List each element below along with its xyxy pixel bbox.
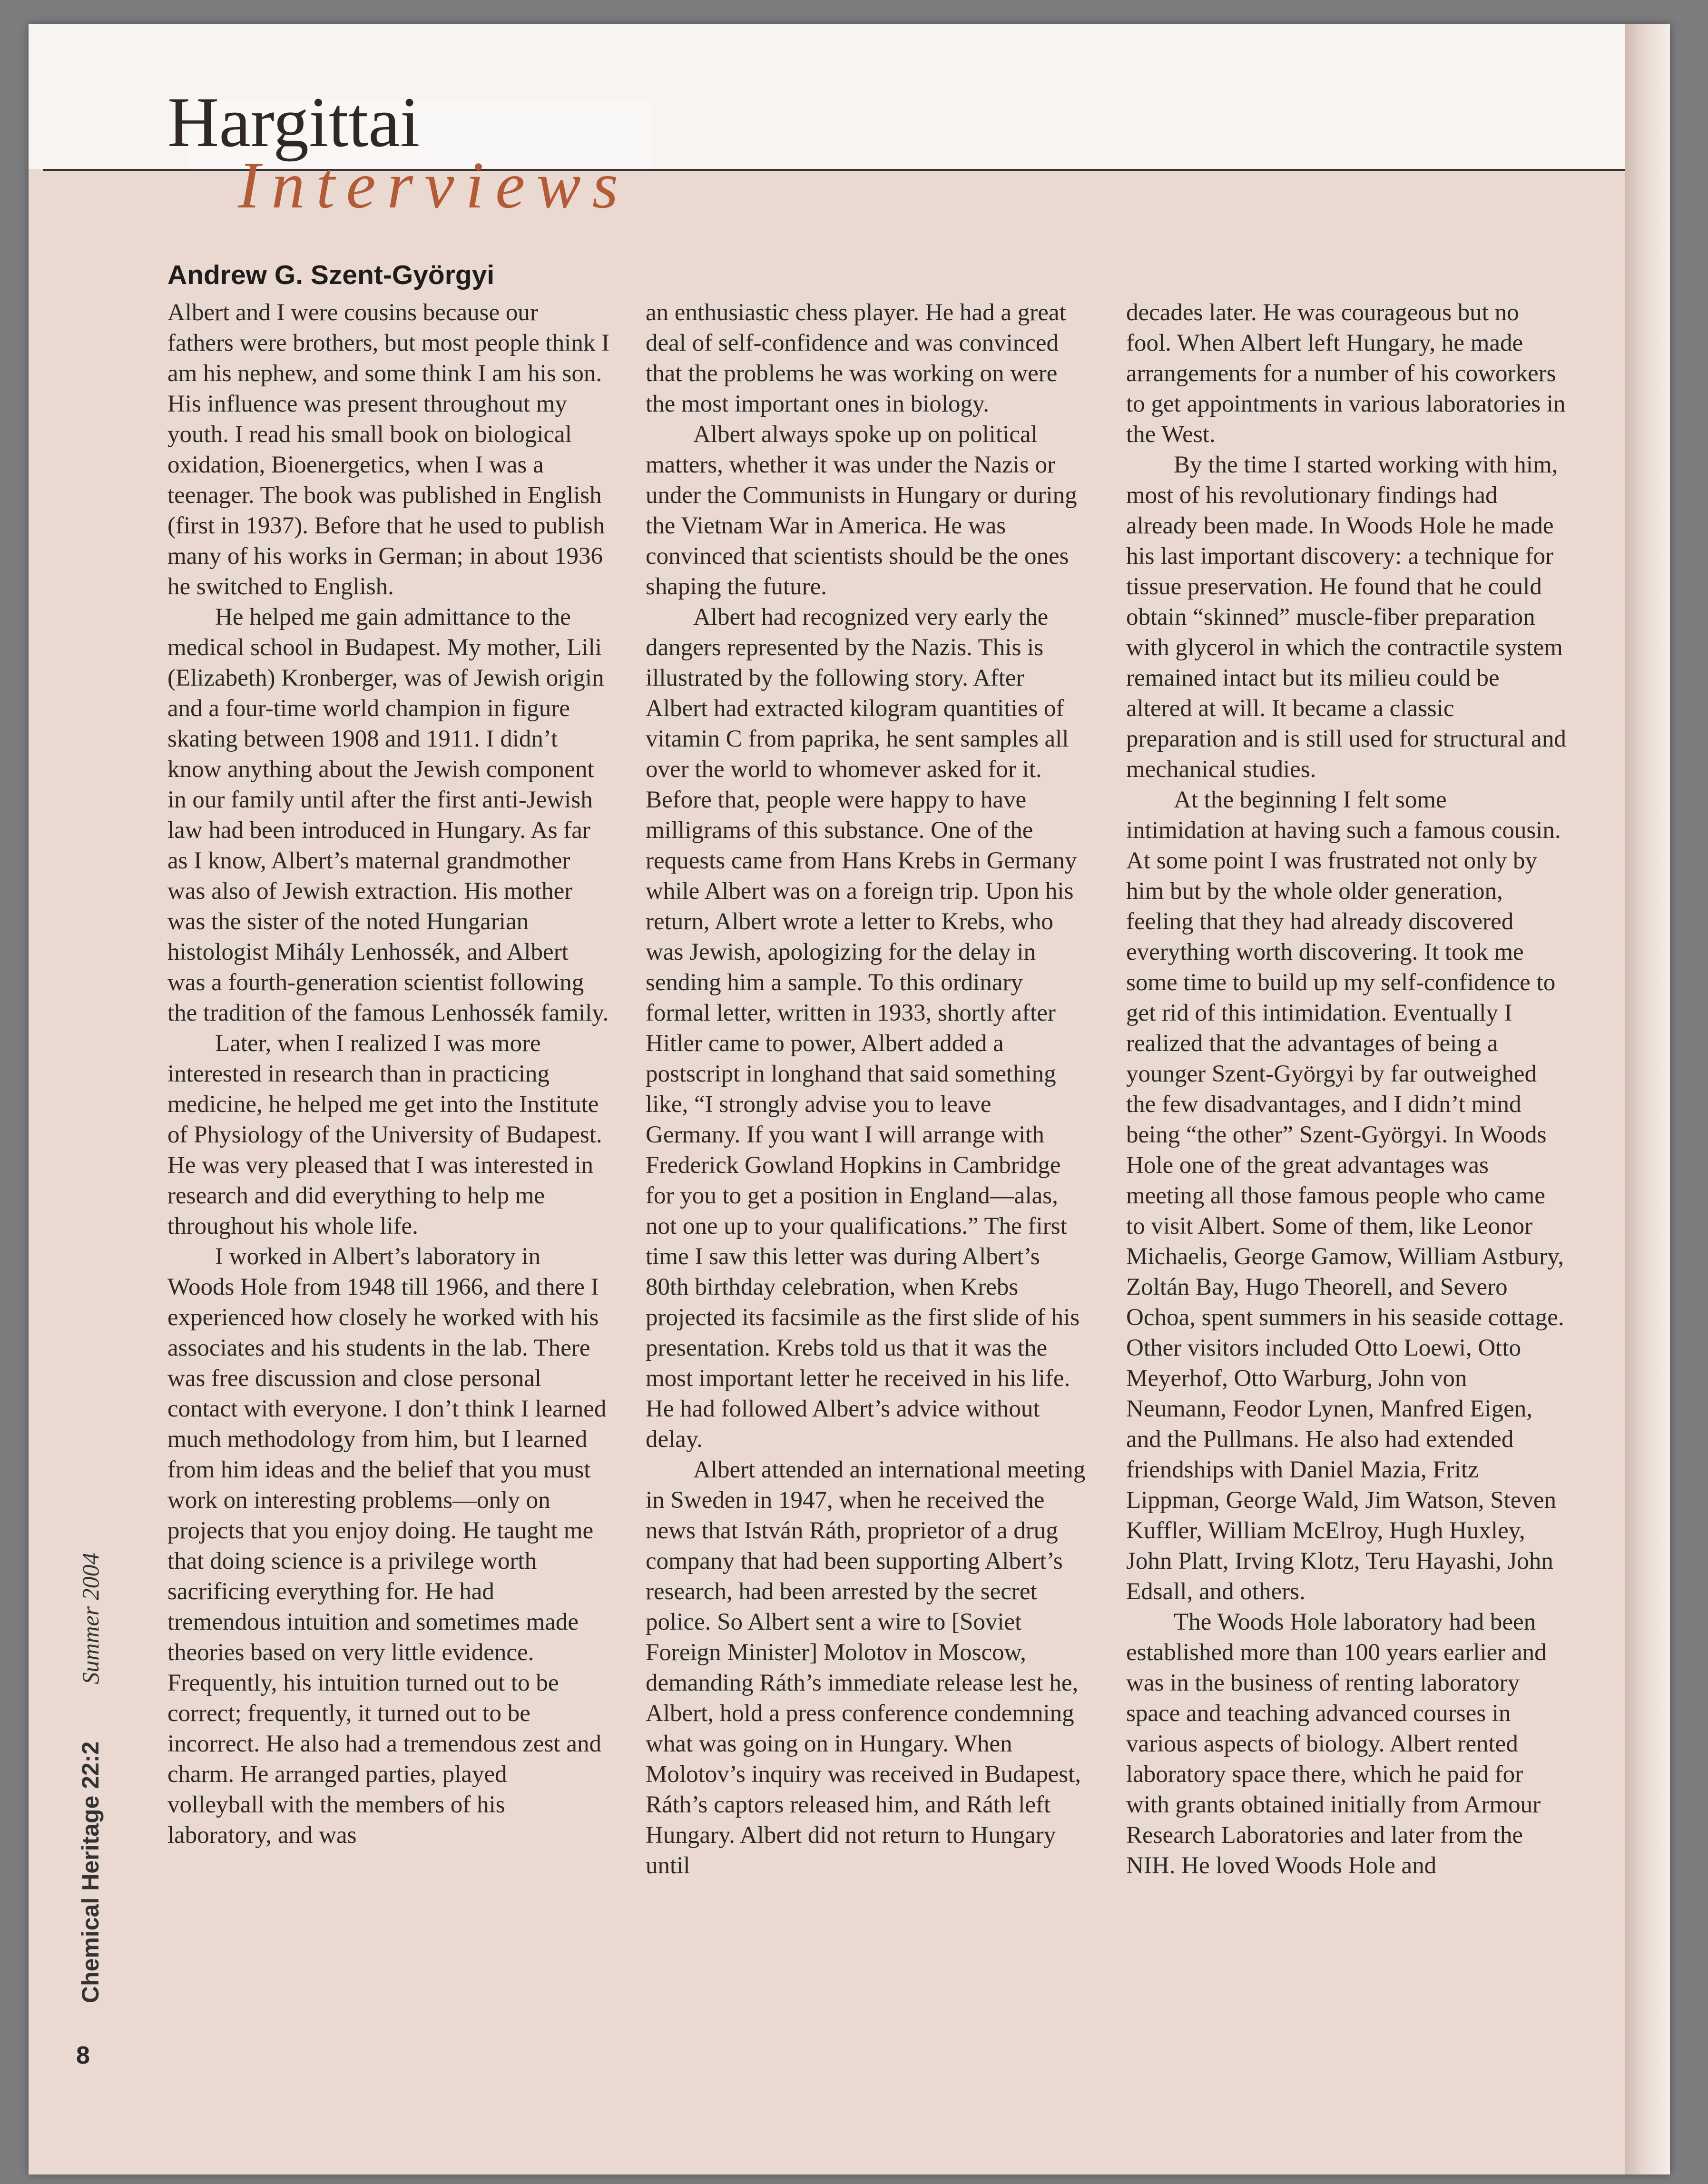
paragraph: Albert and I were cousins because our fathers were brothers, but most people think I am his nephew, and some think I am his son. His influence was present throughout my youth. I read his small book on biological oxidation, Bioenergetics, when I was a teenager. The book was published in English (first in 1937). Before that he used to publish many of his works in German; in about 1936 he switched to English.	[167, 299, 610, 600]
page-number: 8	[76, 2042, 90, 2069]
interviewee-name: Andrew G. Szent-Györgyi	[167, 260, 495, 290]
issue-season: Summer 2004	[77, 1553, 104, 1684]
paragraph: Albert had recognized very early the dangers represented by the Nazis. This is illustrated by the following story. After Albert had extracted kilogram quantities of vitamin C from paprika, he sent samples all over the world to whomever asked for it. Before that, people were happy to have milligrams of this substance. One of the requests came from Hans Krebs in Germany while Albert was on a foreign trip. Upon his return, Albert wrote a letter to Krebs, who was Jewish, apologizing for the delay in sending him a sample. To this ordinary formal letter, written in 1933, shortly after Hitler came to power, Albert added a postscript in longhand that said something like, “I strongly advise you to leave Germany. If you want I will arrange with Frederick Gowland Hopkins in Cambridge for you to get a position in England—alas, not one up to your qualifications.” The first time I saw this letter was during Albert’s 80th birthday celebration, when Krebs projected its facsimile as the first slide of his presentation. Krebs told us that it was the most important letter he received in his life. He had followed Albert’s advice without delay.	[646, 604, 1080, 1453]
paragraph: The Woods Hole laboratory had been established more than 100 years earlier and was in the business of renting laboratory space and teaching advanced courses in various aspects of biology. Albert rented laboratory space there, which he paid for with grants obtained initially from Armour Research Laboratories and later from the NIH. He loved Woods Hole and	[1126, 1609, 1547, 1879]
text-column-2	[646, 297, 1088, 1881]
paragraph: I worked in Albert’s laboratory in Woods Hole from 1948 till 1966, and there I experienced how closely he worked with his associates and his students in the lab. There was free discussion and close personal contact with everyone. I don’t think I learned much methodology from him, but I learned from him ideas and the belief that you must work on interesting problems—only on projects that you enjoy doing. He taught me that doing science is a privilege worth sacrificing everything for. He had tremendous intuition and sometimes made theories based on very little evidence. Frequently, his intuition turned out to be correct; frequently, it turned out to be incorrect. He also had a tremendous zest and charm. He arranged parties, played volleyball with the members of his laboratory, and was	[167, 1243, 607, 1849]
paragraph: He helped me gain admittance to the medical school in Budapest. My mother, Lili (Elizabeth) Kronberger, was of Jewish origin and a four-time world champion in figure skating between 1908 and 1911. I didn’t know anything about the Jewish component in our family until after the first anti-Jewish law had been introduced in Hungary. As far as I know, Albert’s maternal grandmother was also of Jewish extraction. His mother was the sister of the noted Hungarian histologist Mihály Lenhossék, and Albert was a fourth-generation scientist following the tradition of the famous Lenhossék family.	[167, 604, 609, 1026]
paragraph: Albert always spoke up on political matters, whether it was under the Nazis or under the Communists in Hungary or during the Vietnam War in America. He was convinced that scientists should be the ones shaping the future.	[646, 421, 1077, 600]
masthead-hargittai: Hargittai	[167, 83, 420, 162]
text-column-3	[1126, 297, 1569, 1881]
journal-issue: Chemical Heritage 22:2	[77, 1741, 104, 2003]
paragraph: Later, when I realized I was more interested in research than in practicing medicine, he helped me get into the Institute of Physiology of the University of Budapest. He was very pleased that I was interested in research and did everything to help me throughout his whole life.	[167, 1030, 602, 1240]
running-footer	[79, 1553, 102, 2003]
binding-edge	[1625, 24, 1670, 2174]
paragraph: Albert attended an international meeting in Sweden in 1947, when he received the news that István Ráth, proprietor of a drug company that had been supporting Albert’s research, had been arrested by the secret police. So Albert sent a wire to [Soviet Foreign Minister] Molotov in Moscow, demanding Ráth’s immediate release lest he, Albert, hold a press conference condemning what was going on in Hungary. When Molotov’s inquiry was received in Budapest, Ráth’s captors released him, and Ráth left Hungary. Albert did not return to Hungary until	[646, 1456, 1086, 1879]
masthead-interviews: Interviews	[238, 148, 630, 222]
text-column-1	[167, 297, 610, 1850]
paragraph: decades later. He was courageous but no fool. When Albert left Hungary, he made arrangements for a number of his coworkers to get appointments in various laboratories in the West.	[1126, 299, 1566, 448]
paragraph: At the beginning I felt some intimidation at having such a famous cousin. At some point I was frustrated not only by him but by the whole older generation, feeling that they had already discovered everything worth discovering. It took me some time to build up my self-confidence to get rid of this intimidation. Eventually I realized that the advantages of being a younger Szent-Györgyi by far outweighed the few disadvantages, and I didn’t mind being “the other” Szent-Györgyi. In Woods Hole one of the great advantages was meeting all those famous people who came to visit Albert. Some of them, like Leonor Michaelis, George Gamow, William Astbury, Zoltán Bay, Hugo Theorell, and Severo Ochoa, spent summers in his seaside cottage. Other visitors included Otto Loewi, Otto Meyerhof, Otto Warburg, John von Neumann, Feodor Lynen, Manfred Eigen, and the Pullmans. He also had extended friendships with Daniel Mazia, Fritz Lippman, George Wald, Jim Watson, Steven Kuffler, William McElroy, Hugh Huxley, John Platt, Irving Klotz, Teru Hayashi, John Edsall, and others.	[1126, 787, 1564, 1605]
paragraph: an enthusiastic chess player. He had a great deal of self-confidence and was convinced that the problems he was working on were the most important ones in biology.	[646, 299, 1066, 417]
paragraph: By the time I started working with him, most of his revolutionary findings had already been made. In Woods Hole he made his last important discovery: a technique for tissue preservation. He found that he could obtain “skinned” muscle-fiber preparation with glycerol in which the contractile system remained intact but its milieu could be altered at will. It became a classic preparation and is still used for structural and mechanical studies.	[1126, 452, 1566, 783]
